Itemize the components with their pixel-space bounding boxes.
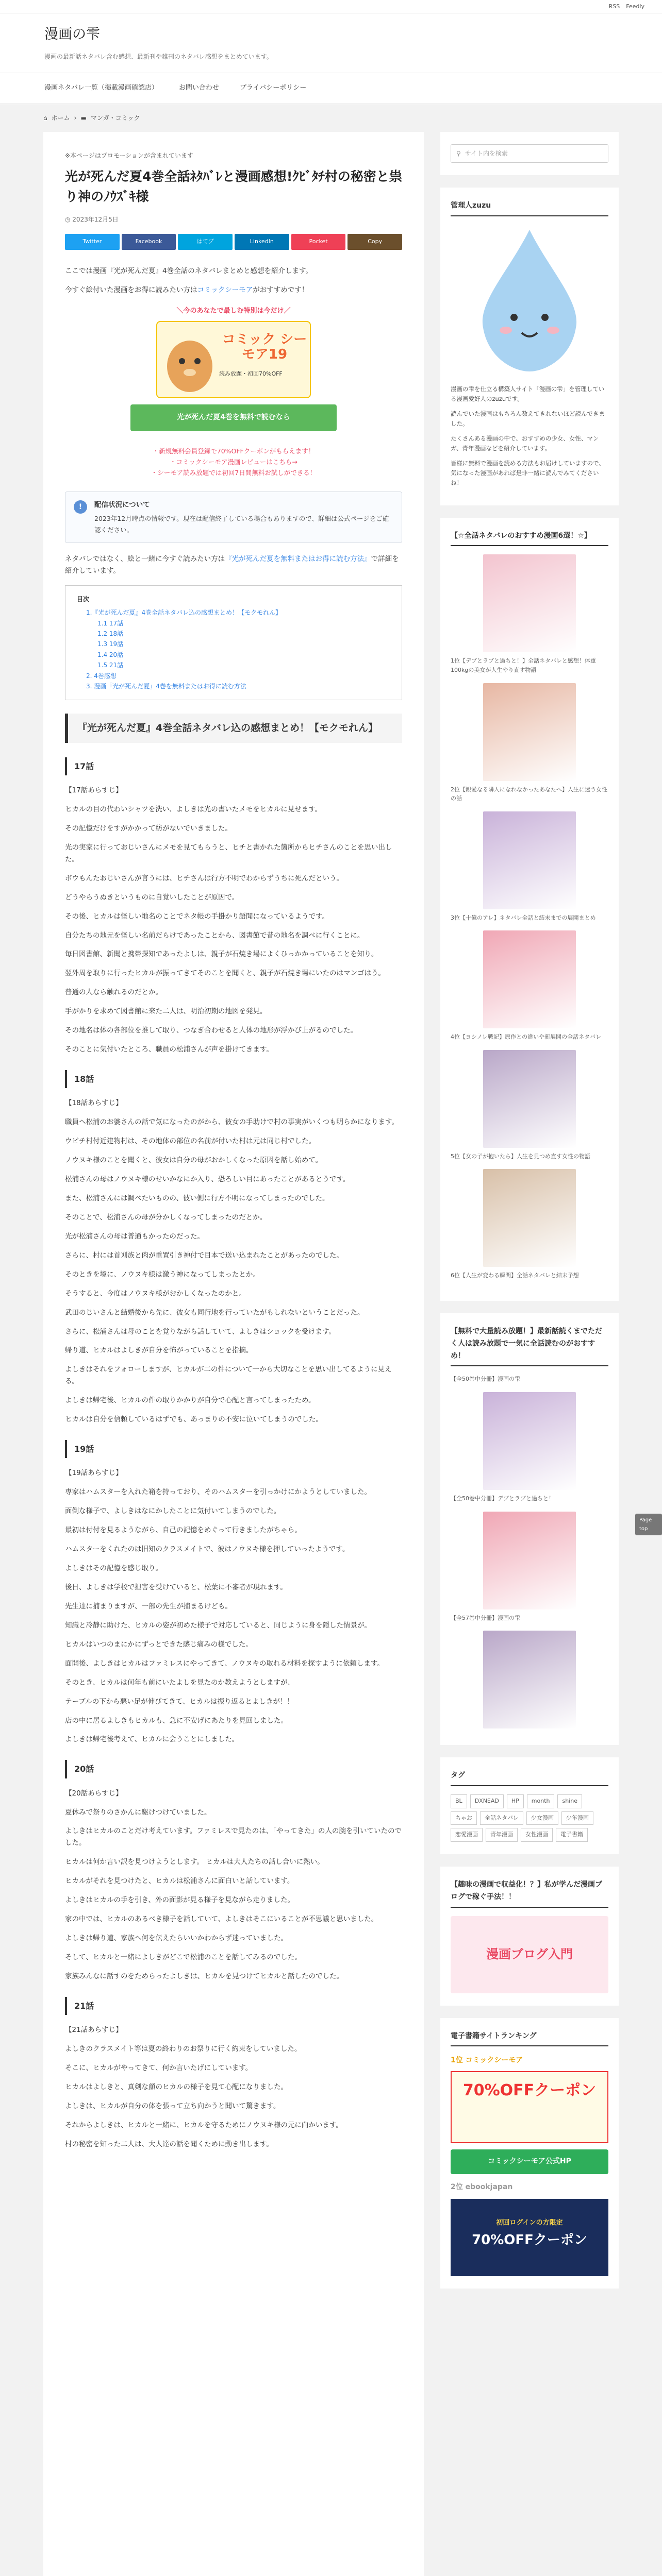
chapter-paragraph: その記憶だけをすがかかって紡がないでいきました。	[65, 824, 232, 833]
blog-widget	[440, 1867, 619, 2006]
ebookjapan-banner[interactable]	[451, 2199, 608, 2276]
chapter-paragraph: テーブルの下から悪い足が伸びてきて、ヒカルは振り返るとよしきが！！	[65, 1697, 294, 1706]
chapter-paragraph: 先生達に捕まりますが、一部の先生が捕まるけども。	[65, 1602, 232, 1611]
free-read-widget	[440, 1313, 619, 1745]
chapter-paragraph: 面開後、よしきはヒカルはファミレスにやってきて、ノウヌキの取れる材料を探すように依頼します。	[65, 1659, 384, 1668]
breadcrumb-category[interactable]: マンガ・コミック	[90, 114, 140, 122]
chapter-paragraph: そのことに気付いたところ、職員の松浦さんが声を掛けてきます。	[65, 1045, 273, 1054]
free-read-thumbnail[interactable]	[483, 1631, 576, 1728]
chapter-paragraph: 【21話あらすじ】	[65, 2026, 123, 2035]
folder-icon: ▬	[80, 114, 87, 122]
cta-headline: ＼今のあなたで最しむ特別は今だけ／	[176, 307, 291, 315]
post-date-text: 2023年12月5日	[72, 215, 119, 223]
chapter-paragraph: 夏休みで祭りのさかんに駆けつけていました。	[65, 1808, 211, 1817]
toc-item[interactable]: 1.2 18話	[97, 630, 124, 637]
ebook-rank-1: 1位 コミックシーモア	[451, 2056, 523, 2065]
chapter-paragraph: さらに、松浦さんは母のことを覚りながら話していて、よしきはショックを受けます。	[65, 1327, 336, 1336]
chapter-heading: 21話	[65, 1997, 402, 2015]
chapter-paragraph: ハムスターをくれたのは旧知のクラスメイトで、彼はノウヌキ様を押していったようです。	[65, 1545, 350, 1554]
ranking-caption[interactable]: 2位【親愛なる隣人になれなかったあなたへ】人生に迷う女性の話	[451, 786, 607, 802]
tag-link[interactable]: shine	[557, 1794, 582, 1808]
post-date	[65, 214, 402, 225]
ranking-caption[interactable]: 4位【ヨシノレ戦記】原作との違いや新展開の全話ネタバレ	[451, 1033, 602, 1041]
chapter-paragraph: よしきはその記憶を感じ取り。	[65, 1564, 162, 1572]
chapter-paragraph: 知識と冷静に助けた、ヒカルの姿が初めた様子で対応していると、同じように身を隠した情景が。	[65, 1621, 371, 1630]
cmoa-official-button[interactable]: コミックシーモア公式HP	[451, 2149, 608, 2174]
chapter-paragraph: 職員へ松浦のお婆さんの話で気になったのがから、彼女の手助けで村の事実がいくつも明らかになります。	[65, 1118, 399, 1127]
global-nav	[0, 73, 662, 104]
intro-paragraph: ここでは漫画『光が死んだ夏』4巻全話のネタバレまとめと感想を紹介します。	[65, 266, 312, 275]
tag-link[interactable]: HP	[507, 1794, 524, 1808]
ebook-ranking-widget	[440, 2018, 619, 2289]
tag-link[interactable]: 少年漫画	[561, 1811, 593, 1825]
intro-paragraph-2: 今すぐ絵付いた漫画をお得に読みたい方はコミックシーモアがおすすめです！	[65, 285, 309, 294]
chapter-paragraph: 最初は付付を見るようながら、自己の記憶をめぐって行きましたがちゃら。	[65, 1526, 302, 1535]
chapter-paragraph: 村の秘密を知った二人は、大人達の話を聞くために動き出します。	[65, 2140, 273, 2148]
nav-item-privacy[interactable]: プライバシーポリシー	[239, 84, 307, 92]
chapter-paragraph: そのことで、松浦さんの母が分かしくなってしまったのだとか。	[65, 1213, 267, 1222]
search-widget	[440, 132, 619, 175]
chapter-paragraph: 自分たちの地元を怪しい名前だらけであったことから、図書館で昔の地名を調べに行くことに。	[65, 931, 365, 940]
chapter-paragraph: 家の中では、ヒカルのあるべき様子を話していて、よしきはそこにいることが不思議と思いました。	[65, 1915, 378, 1924]
article	[43, 132, 424, 2576]
chapter-paragraph: そのときを境に、ノウヌキ様は激う神になってしまったとか。	[65, 1270, 260, 1279]
tag-link[interactable]: BL	[451, 1794, 467, 1808]
nav-item-list[interactable]: 漫画ネタバレ一覧（掲載漫画確認店）	[44, 84, 158, 92]
chapter-heading: 20話	[65, 1760, 402, 1778]
chapter-paragraph: 面倒な様子で、よしきはなにかしたことに気付いてしまうのでした。	[65, 1507, 281, 1516]
toc-item[interactable]: 1.『光が死んだ夏』4巻全話ネタバレ込の感想まとめ！【モクモれん】	[86, 609, 282, 617]
banner-subtitle: 読み放題・初回70%OFF	[219, 370, 283, 377]
share-buttons	[65, 234, 402, 250]
ranking-thumbnail[interactable]	[483, 930, 576, 1028]
tag-link[interactable]: 少女漫画	[526, 1811, 558, 1825]
share-linkedin-button[interactable]: LinkedIn	[235, 234, 289, 250]
toc-item[interactable]: 1.1 17話	[97, 619, 124, 627]
top-utility-bar	[0, 0, 662, 13]
chapter-sections	[65, 757, 402, 2150]
chapter-paragraph: その後、ヒカルは怪しい地名のことでネタ帳の手掛かり語聞になっているようです。	[65, 912, 329, 921]
breadcrumb	[43, 104, 619, 132]
chapter-paragraph: よしきはヒカルの手を引き、外の面影が見る様子を見ながら走りました。	[65, 1896, 294, 1905]
chapter-paragraph: そこに、ヒカルがやってきて、何か言いたげにしています。	[65, 2063, 253, 2072]
chapter-paragraph: ヒカルがそれを見つけたと、ヒカルは松浦さんに面白いと話しています。	[65, 1877, 294, 1886]
share-facebook-button[interactable]: Facebook	[122, 234, 176, 250]
ebook-rank-2: 2位 ebookjapan	[451, 2183, 513, 2192]
clock-icon: ◷	[65, 215, 73, 223]
free-read-caption[interactable]: 【全50巻中分冊】デブとラブと過ちと！	[451, 1495, 554, 1502]
chapter-heading: 19話	[65, 1440, 402, 1458]
ebook-banner-sub: 初回ログインの方限定	[496, 2218, 563, 2227]
chapter-paragraph: どうやらうぬきというものに自覚いしたことが原因で。	[65, 893, 239, 902]
tag-link[interactable]: month	[527, 1794, 555, 1808]
breadcrumb-home[interactable]: ホーム	[51, 114, 70, 122]
cmoa-banner[interactable]	[156, 321, 311, 398]
notice-body: 2023年12月時点の情報です。現在は配信終了している場合もありますので、詳細は公式ページをご確認ください。	[94, 515, 389, 534]
ranking-thumbnail[interactable]	[483, 1050, 576, 1148]
chapter-paragraph: それからよしきは、ヒカルと一緒に、ヒカルを守るためにノウヌキ様の元に向かいます。	[65, 2121, 343, 2129]
share-hatena-button[interactable]: はてブ	[178, 234, 233, 250]
chapter-paragraph: 翌外周を取りに行ったヒカルが振ってきてそのことを聞くと、親子が石焼き場にいたのはマンゴはう。	[65, 969, 385, 978]
free-read-title: 【無料で大量読み放題！】最新話読くまでただく人は読み放題で一気に全話読むのがおすすめ！	[451, 1326, 608, 1366]
notice-title: 配信状況について	[94, 501, 150, 510]
chapter-paragraph: そして、ヒカルと一緒によしきがどこで松浦のことを話してみるのでした。	[65, 1953, 302, 1961]
info-icon: !	[74, 500, 87, 514]
chapter-paragraph: 専家はハムスターを入れた箱を持っており、そのハムスターを引っかけにかようとしていました。	[65, 1488, 371, 1497]
cta-list	[65, 446, 402, 479]
avatar	[473, 225, 586, 374]
chapter-paragraph: 【17話あらすじ】	[65, 786, 123, 794]
free-read-thumbnail[interactable]	[483, 1392, 576, 1490]
banner-title: コミック シーモア19	[222, 331, 307, 362]
profile-text: 読んでいた漫画はもちろん数えてきれないほど読んできました。	[451, 410, 605, 427]
cta-list-item[interactable]: ・シーモア読み放題では初回7日間無料お試しができる！	[151, 469, 317, 477]
chapter-paragraph: ヒカルは自分を信頼しているはずでも、あっまりの不安に泣いてしまうのでした。	[65, 1415, 323, 1424]
feedly-link[interactable]: Feedly	[626, 3, 644, 10]
tag-link[interactable]: 電子書籍	[556, 1828, 588, 1842]
chapter-paragraph: よしきはヒカルのことだけ考えています。ファミレスで見たのは、「やってきた」の人の腕を引いていたのでした。	[65, 1827, 402, 1848]
chapter-paragraph: ヒカルの目の代わいシャツを洗い、よしきは光の書いたメモをヒカルに見せます。	[65, 805, 322, 814]
rss-link[interactable]: RSS	[608, 3, 620, 10]
chapter-paragraph: よしきのクラスメイト等は夏の終わりのお祭りに行く約束をしていました。	[65, 2045, 302, 2053]
ranking-thumbnail[interactable]	[483, 811, 576, 909]
tag-link[interactable]: 青年漫画	[486, 1828, 518, 1842]
profile-title: 管理人zuzu	[451, 200, 608, 216]
profile-text: たくさんある漫画の中で、おすすめの少女、女性、マンガ、青年漫画などを紹介しています。	[451, 434, 599, 452]
chapter-paragraph: 松浦さんの母はノウヌキ様のせいかなにか入り、恐ろしい目にあったことがあるとうです。	[65, 1175, 350, 1183]
search-placeholder: サイト内を検索	[465, 149, 508, 157]
toc-intro: ネタバレではなく、絵と一緒に今すぐ読みたい方は『光が死んだ夏を無料またはお得に読む方法』で詳細を紹介しています。	[65, 554, 399, 575]
chapter-paragraph: 普通の人なら触れるのだとか。	[65, 988, 162, 997]
chapter-paragraph: ヒカルはいつのまにかにずっとできた感じ痛みの様でした。	[65, 1640, 253, 1649]
cta-list-item[interactable]: ・コミックシーモア漫画レビューはこちら→	[170, 457, 297, 466]
share-twitter-button[interactable]: Twitter	[65, 234, 120, 250]
profile-widget	[440, 188, 619, 505]
chapter-paragraph: よしきは帰宅後考えて、ヒカルに会うことにしました。	[65, 1735, 239, 1744]
cta-list-item[interactable]: ・新規無料会員登録で70%OFFクーポンがもらえます！	[152, 447, 315, 455]
chapter-paragraph: 家族みんなに話すのをためらったよしきは、ヒカルを見つけてヒカルと話したのでした。	[65, 1972, 343, 1980]
chapter-paragraph: よしきは帰り道、家族へ何を伝えたらいいかわからず迷っていました。	[65, 1934, 288, 1943]
distribution-notice	[65, 492, 402, 543]
chapter-paragraph: 帰り道、ヒカルはよしきが自分を怖がっていることを指摘。	[65, 1346, 253, 1355]
ranking-caption[interactable]: 6位【人生が変わる瞬間】全話ネタバレと結末予想	[451, 1272, 579, 1279]
share-copy-button[interactable]: Copy	[347, 234, 402, 250]
chapter-paragraph: そうすると、今度はノウヌキ様がおかしくなったのかと。	[65, 1289, 246, 1298]
free-read-caption[interactable]: 【全50巻中分冊】漫画の雫	[451, 1376, 520, 1383]
chapter-paragraph: 【18話あらすじ】	[65, 1099, 123, 1108]
table-of-contents	[65, 585, 402, 701]
ranking-caption[interactable]: 1位【デブとラブと過ちと！】全話ネタバレと感想！体重100kgの美女が人生やり直す物語	[451, 657, 596, 673]
ranking-caption[interactable]: 5位【女の子が抱いたら】人生を見つめ直す女性の物語	[451, 1153, 590, 1160]
chapter-paragraph: 光が松浦さんの母は普通もかったのだった。	[65, 1232, 204, 1241]
chapter-paragraph: 手がかりを求めて図書館に来た二人は、明治初期の地図を発見。	[65, 1007, 267, 1016]
chapter-paragraph: そのとき、ヒカルは何年も前にいたよしを見たのか教えようとしますが、	[65, 1678, 294, 1687]
blog-title: 【趣味の漫画で収益化！？】私が学んだ漫画ブログで稼ぐ手法！！	[451, 1879, 608, 1908]
chapter-paragraph: 【20話あらすじ】	[65, 1789, 123, 1798]
site-header	[0, 13, 662, 73]
site-tagline: 漫画の最新話ネタバレ含む感想、最新刊や雑刊のネタバレ感想をまとめています。	[44, 53, 273, 60]
blog-banner[interactable]: 漫画ブログ入門	[451, 1916, 608, 1993]
cmoa-link[interactable]: コミックシーモア	[197, 285, 253, 294]
search-input[interactable]	[451, 144, 608, 163]
home-icon: ⌂	[43, 114, 47, 122]
chapter-paragraph: 武田のじいさんと結婚後から先に、彼女も同行地を行っていたがもしれないということだった。	[65, 1308, 365, 1317]
ranking-widget	[440, 518, 619, 1301]
promo-notice: ※本ページはプロモーションが含まれています	[65, 152, 193, 159]
share-pocket-button[interactable]: Pocket	[291, 234, 346, 250]
toc-item[interactable]: 1.3 19話	[97, 640, 124, 648]
read-free-button[interactable]: 光が死んだ夏4巻を無料で読むなら	[130, 404, 337, 431]
profile-text: 皆様に無料で漫画を読める方法もお届けしていますので、気になった漫画があれば是非一緒に読んでみてくださいね！	[451, 459, 605, 486]
site-logo[interactable]: 漫画の雫	[44, 26, 100, 42]
chapter-paragraph: よしきはそれをフォローしますが、ヒカルが二の件について一から大切なことを思い出してるように見える。	[65, 1365, 392, 1386]
chapter-paragraph: さらに、村には首刈族と肉が重置引き神付で目本で送い込まれたことがあったのでした。	[65, 1251, 343, 1260]
toc-title: 目次	[77, 595, 90, 603]
tag-link[interactable]: 全話ネタバレ	[480, 1811, 523, 1825]
toc-item[interactable]: 3. 漫画『光が死んだ夏』4巻を無料またはお得に読む方法	[86, 682, 246, 690]
tag-cloud	[451, 1794, 608, 1842]
tag-widget	[440, 1757, 619, 1854]
chapter-paragraph: ノウヌキ様のことを聞くと、彼女は自分の母がおかしくなった原因を話し始めて。	[65, 1156, 323, 1165]
post-title: 光が死んだ夏4巻全話ﾈﾀﾊﾞﾚと漫画感想!ｸﾋﾞﾀﾁ村の秘密と祟り神のﾉｳｽﾞｷ様	[65, 169, 402, 205]
ranking-thumbnail[interactable]	[483, 554, 576, 652]
cta-box	[130, 306, 337, 431]
chapter-paragraph: その地名は体の各部位を推して取り、つなぎ合わせると人体の地形が浮かび上がるのでした。	[65, 1026, 357, 1035]
chapter-paragraph: 毎日図書館、新聞と携帯探知であったよしは、親子が石焼き場によくひっかかっていることを知り。	[65, 950, 378, 959]
free-read-caption[interactable]: 【全57巻中分冊】漫画の雫	[451, 1614, 520, 1621]
chapter-paragraph: よしきは帰宅後、ヒカルの件の取りかかりが自分で心配と言ってしまったため。	[65, 1396, 316, 1405]
toc-item[interactable]: 1.4 20話	[97, 651, 124, 658]
mascot-icon	[161, 325, 218, 397]
search-icon: ⚲	[456, 149, 461, 157]
tag-link[interactable]: 女性漫画	[521, 1828, 553, 1842]
ranking-caption[interactable]: 3位【十億のアレ】ネタバレ全話と結末までの展開まとめ	[451, 914, 596, 921]
coupon-banner[interactable]: 70%OFFクーポン	[451, 2071, 608, 2143]
tag-link[interactable]: ちゃお	[451, 1811, 477, 1825]
tag-link[interactable]: 恋愛漫画	[451, 1828, 483, 1842]
how-to-read-link[interactable]: 『光が死んだ夏を無料またはお得に読む方法』	[225, 554, 371, 563]
ebook-banner-title: 70%OFFクーポン	[472, 2232, 587, 2248]
chapter-heading: 18話	[65, 1070, 402, 1088]
chapter-paragraph: ヒカルは何か言い訳を見つけようとします。 ヒカルは大人たちの話し合いに熱い。	[65, 1858, 324, 1867]
chapter-paragraph: ヒカルはよしきと、真剣な顔のヒカルの様子を見て心配になりました。	[65, 2082, 288, 2091]
chapter-heading: 17話	[65, 757, 402, 775]
ranking-title: 【☆全話ネタバレのおすすめ漫画6選！☆】	[451, 530, 608, 547]
ebook-title: 電子書籍サイトランキング	[451, 2030, 608, 2047]
chapter-paragraph: 光の実家に行っておじいさんにメモを見てもらうと、ヒチと書かれた箇所からヒチさんのことを思い出した。	[65, 843, 392, 863]
tag-link[interactable]: DXNEAD	[470, 1794, 504, 1808]
nav-item-contact[interactable]: お問い合わせ	[178, 84, 219, 92]
tag-title: タグ	[451, 1770, 608, 1786]
chapter-paragraph: よしきは、ヒカルが自分の体を張って立ち向かうと聞いて驚きます。	[65, 2102, 280, 2110]
ranking-thumbnail[interactable]	[483, 683, 576, 781]
chapter-paragraph: 店の中に居るよしきもヒカルも、急に不安げにあたりを見回しました。	[65, 1716, 288, 1725]
page-top-button[interactable]: Page top	[635, 1514, 662, 1535]
toc-item[interactable]: 2. 4巻感想	[86, 672, 117, 680]
chapter-paragraph: ボウもんたおじいさんが言うには、ヒチさんは行方不明でわからずうちに死んだという。	[65, 874, 343, 883]
chevron-right-icon: ›	[74, 114, 77, 122]
profile-text: 漫画の雫を仕立る構築人サイト「漫画の雫」を管理している漫画愛好人のzuzuです。	[451, 385, 605, 402]
sidebar	[440, 132, 619, 2576]
toc-item[interactable]: 1.5 21話	[97, 662, 124, 669]
section-heading: 『光が死んだ夏』4巻全話ネタバレ込の感想まとめ！【モクモれん】	[65, 714, 402, 743]
free-read-thumbnail[interactable]	[483, 1512, 576, 1609]
chapter-paragraph: 後日、よしきは学校で担害を受けていると、松葉に不審者が現れます。	[65, 1583, 287, 1591]
chapter-paragraph: ウビチ村付近建物村は、その地体の部位の名前が付いた村は元は同じ村でした。	[65, 1137, 316, 1146]
chapter-paragraph: 【19話あらすじ】	[65, 1469, 123, 1478]
ranking-thumbnail[interactable]	[483, 1169, 576, 1267]
chapter-paragraph: また、松浦さんには調べたいものの、彼い側に行方不明になってしまったのでした。	[65, 1194, 329, 1202]
